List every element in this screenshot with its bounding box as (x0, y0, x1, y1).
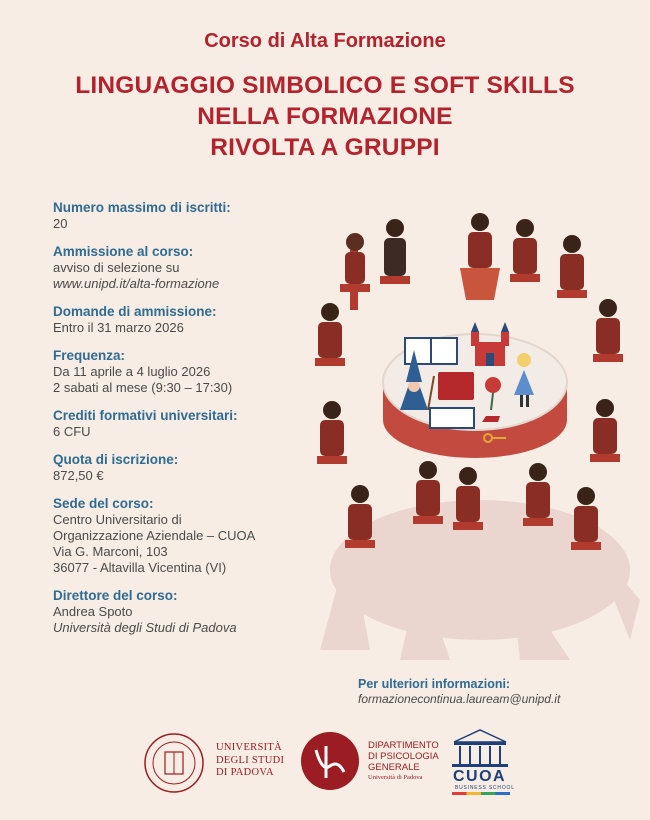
info-schedule (53, 348, 353, 396)
info-value: Organizzazione Aziendale – CUOA (53, 528, 256, 543)
info-venue (53, 496, 353, 576)
person-figure (593, 299, 623, 362)
cuoa-color-bar (452, 792, 510, 795)
person-figure (510, 219, 540, 282)
cuoa-building-icon (448, 728, 512, 768)
person-figure (460, 213, 500, 300)
info-value: Università degli Studi di Padova (53, 620, 237, 635)
person-figure (571, 487, 601, 550)
admission-link[interactable]: www.unipd.it/alta-formazione (53, 276, 220, 291)
info-value: 2 sabati al mese (9:30 – 17:30) (53, 380, 233, 395)
info-admission (53, 244, 353, 292)
info-label: Crediti formativi universitari: (53, 408, 238, 423)
open-book-icon (430, 408, 474, 428)
info-credits (53, 408, 353, 440)
contact-info (358, 677, 560, 707)
person-figure (380, 219, 410, 284)
cuoa-wordmark: CUOA (453, 768, 507, 785)
info-value: Entro il 31 marzo 2026 (53, 320, 184, 335)
course-title (0, 70, 650, 163)
info-value: 6 CFU (53, 424, 91, 439)
info-label: Numero massimo di iscritti: (53, 200, 231, 215)
group-circle-illustration (310, 210, 640, 660)
info-director (53, 588, 353, 636)
title-line: LINGUAGGIO SIMBOLICO E SOFT SKILLS (75, 72, 575, 99)
info-label: Domande di ammissione: (53, 304, 217, 319)
info-label: Frequenza: (53, 348, 126, 363)
dpg-wordmark: DIPARTIMENTO DI PSICOLOGIA GENERALE Università di Padova (368, 740, 439, 781)
person-figure (590, 399, 620, 462)
course-info-list (53, 200, 353, 648)
contact-label: Per ulteriori informazioni: (358, 677, 511, 691)
info-label: Sede del corso: (53, 496, 154, 511)
title-line: NELLA FORMAZIONE (197, 103, 453, 130)
info-value: Da 11 aprile a 4 luglio 2026 (53, 364, 211, 379)
person-figure (345, 485, 375, 548)
info-value: avviso di selezione su (53, 260, 180, 275)
info-application-deadline (53, 304, 353, 336)
info-value: Centro Universitario di (53, 512, 182, 527)
info-label: Direttore del corso: (53, 588, 178, 603)
info-fee (53, 452, 353, 484)
unipd-seal-icon (143, 732, 205, 794)
dpg-logo-icon (300, 730, 360, 792)
contact-email-link[interactable]: formazionecontinua.lauream@unipd.it (358, 692, 561, 706)
course-type-heading: Corso di Alta Formazione (204, 30, 446, 52)
info-value: Via G. Marconi, 103 (53, 544, 168, 559)
closed-book-icon (438, 372, 474, 400)
person-figure (340, 233, 370, 310)
info-value: 20 (53, 216, 68, 231)
cuoa-subtitle: BUSINESS SCHOOL (455, 785, 515, 791)
info-label: Quota di iscrizione: (53, 452, 179, 467)
person-figure (453, 467, 483, 530)
person-figure (315, 303, 345, 366)
info-value: 36077 - Altavilla Vicentina (VI) (53, 560, 227, 575)
info-label: Ammissione al corso: (53, 244, 194, 259)
unipd-wordmark: UNIVERSITÀ DEGLI STUDI DI PADOVA (216, 742, 285, 778)
info-value: 872,50 € (53, 468, 104, 483)
person-figure (317, 401, 347, 464)
info-value: Andrea Spoto (53, 604, 133, 619)
castle-icon (471, 322, 509, 366)
person-figure (413, 461, 443, 524)
person-figure (523, 463, 553, 526)
person-figure (557, 235, 587, 298)
footer-logos (0, 728, 650, 798)
title-line: RIVOLTA A GRUPPI (210, 134, 440, 161)
info-max-participants (53, 200, 353, 232)
